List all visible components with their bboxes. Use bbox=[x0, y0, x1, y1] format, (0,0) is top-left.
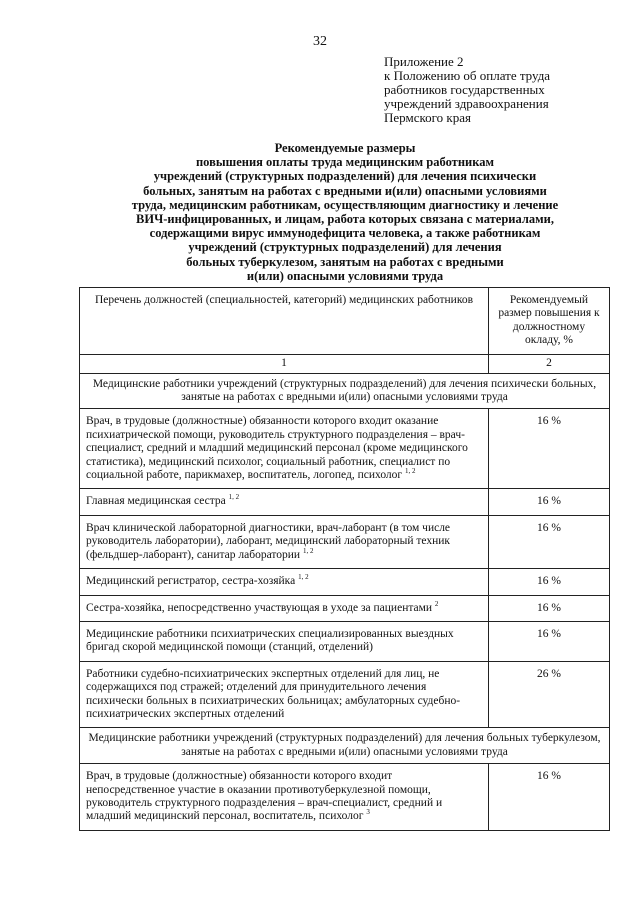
position-text: Работники судебно-психиатрических экспертных отделений для лиц, не содержащихся под стражей; отделений для принудительного лечения психически больных в психиатрических больницах; амбулаторных судебно-психиатрических экспертных отделений bbox=[86, 667, 461, 720]
table-row bbox=[80, 409, 610, 489]
title-line: повышения оплаты труда медицинским работникам bbox=[195, 155, 495, 170]
rate-value: 16 % bbox=[489, 409, 610, 489]
position-cell bbox=[80, 621, 489, 661]
rate-value: 16 % bbox=[489, 764, 610, 831]
position-text: Сестра-хозяйка, непосредственно участвующая в уходе за пациентами bbox=[86, 601, 433, 614]
title-line: ВИЧ-инфицированных, и лицам, работа которых связана с материалами, bbox=[136, 212, 554, 227]
appendix-line: учреждений здравоохранения bbox=[384, 96, 549, 111]
title-line: учреждений (структурных подразделений) для лечения психически bbox=[153, 169, 537, 184]
position-text: Врач клинической лабораторной диагностики, врач-лаборант (в том числе руководитель лаборатории), лаборант, медицинский лабораторный техник (фельдшер-лаборант), санитар лаборатории bbox=[86, 521, 451, 561]
section-psychiatric: Медицинские работники учреждений (структурных подразделений) для лечения психически больных, занятые на работах с вредными и(или) опасными условиями труда bbox=[80, 373, 610, 409]
position-cell bbox=[80, 489, 489, 515]
title-line: больных туберкулезом, занятым на работах с вредными bbox=[186, 254, 504, 269]
footnote-ref: 1, 2 bbox=[405, 467, 416, 476]
table-row bbox=[80, 764, 610, 831]
appendix-line: работников государственных bbox=[384, 82, 545, 97]
position-text: Главная медицинская сестра bbox=[86, 495, 226, 508]
column-number: 2 bbox=[489, 354, 610, 373]
appendix-line: Приложение 2 bbox=[384, 54, 464, 69]
table-row bbox=[80, 621, 610, 661]
appendix-block bbox=[384, 55, 624, 125]
position-cell bbox=[80, 569, 489, 595]
table-row bbox=[80, 569, 610, 595]
position-cell bbox=[80, 595, 489, 621]
header-positions: Перечень должностей (специальностей, категорий) медицинских работников bbox=[80, 288, 489, 355]
position-cell bbox=[80, 764, 489, 831]
title-line: учреждений (структурных подразделений) для лечения bbox=[188, 240, 502, 255]
table-row bbox=[80, 515, 610, 568]
rate-value: 16 % bbox=[489, 569, 610, 595]
rate-value: 16 % bbox=[489, 489, 610, 515]
footnote-ref: 1, 2 bbox=[302, 546, 314, 555]
header-rate: Рекомендуемый размер повышения к должностному окладу, % bbox=[489, 288, 610, 355]
appendix-line: Пермского края bbox=[384, 110, 471, 125]
section-row bbox=[80, 728, 610, 764]
footnote-ref: 2 bbox=[434, 599, 439, 608]
page-number: 32 bbox=[313, 34, 327, 49]
footnote-ref: 3 bbox=[366, 808, 370, 817]
footnote-ref: 1, 2 bbox=[298, 573, 309, 582]
table-row bbox=[80, 595, 610, 621]
title-line: содержащими вирус иммунодефицита человека, а также работникам bbox=[149, 226, 541, 241]
rate-value: 16 % bbox=[489, 515, 610, 568]
title-line: и(или) опасными условиями труда bbox=[246, 268, 444, 283]
rate-value: 26 % bbox=[489, 661, 610, 728]
rate-value: 16 % bbox=[489, 621, 610, 661]
position-text: Врач, в трудовые (должностные) обязанности которого входит оказание психиатрической помощи, руководитель структурного подразделения – врач-специалист, средний и младший медицинский персонал (кроме медицинского статистика), медицинский психолог, социальный работник, специалист по социальной работе, парикмахер, воспитатель, логопед, психолог bbox=[86, 415, 468, 482]
rates-table bbox=[79, 287, 610, 831]
section-row bbox=[80, 373, 610, 409]
table-row bbox=[80, 661, 610, 728]
title-line: больных, занятым на работах с вредными и(или) опасными условиями bbox=[143, 183, 547, 198]
position-text: Врач, в трудовые (должностные) обязанности которого входит непосредственное участие в оказании противотуберкулезной помощи, руководитель структурного подразделения – врач-специалист, средний и младший медицинский персонал, воспитатель, психолог bbox=[86, 770, 443, 823]
column-number: 1 bbox=[80, 354, 489, 373]
position-cell bbox=[80, 409, 489, 489]
position-text: Медицинские работники психиатрических специализированных выездных бригад скорой медицинской помощи (станций, отделений) bbox=[86, 627, 454, 654]
table-header-row bbox=[80, 288, 610, 355]
section-tuberculosis-rows bbox=[80, 764, 610, 831]
position-cell bbox=[80, 661, 489, 728]
title-line: труда, медицинским работникам, осуществляющим диагностику и лечение bbox=[131, 197, 559, 212]
table-row bbox=[80, 489, 610, 515]
table-number-row bbox=[80, 354, 610, 373]
title-line: Рекомендуемые размеры bbox=[274, 141, 416, 155]
document-title bbox=[80, 141, 610, 283]
rate-value: 16 % bbox=[489, 595, 610, 621]
appendix-line: к Положению об оплате труда bbox=[384, 68, 551, 83]
section-tuberculosis: Медицинские работники учреждений (структурных подразделений) для лечения больных туберкулезом, занятые на работах с вредными и(или) опасными условиями труда bbox=[80, 728, 610, 764]
section-psychiatric-rows bbox=[80, 409, 610, 728]
footnote-ref: 1, 2 bbox=[228, 493, 240, 502]
position-cell bbox=[80, 515, 489, 568]
position-text: Медицинский регистратор, сестра-хозяйка bbox=[86, 575, 296, 588]
